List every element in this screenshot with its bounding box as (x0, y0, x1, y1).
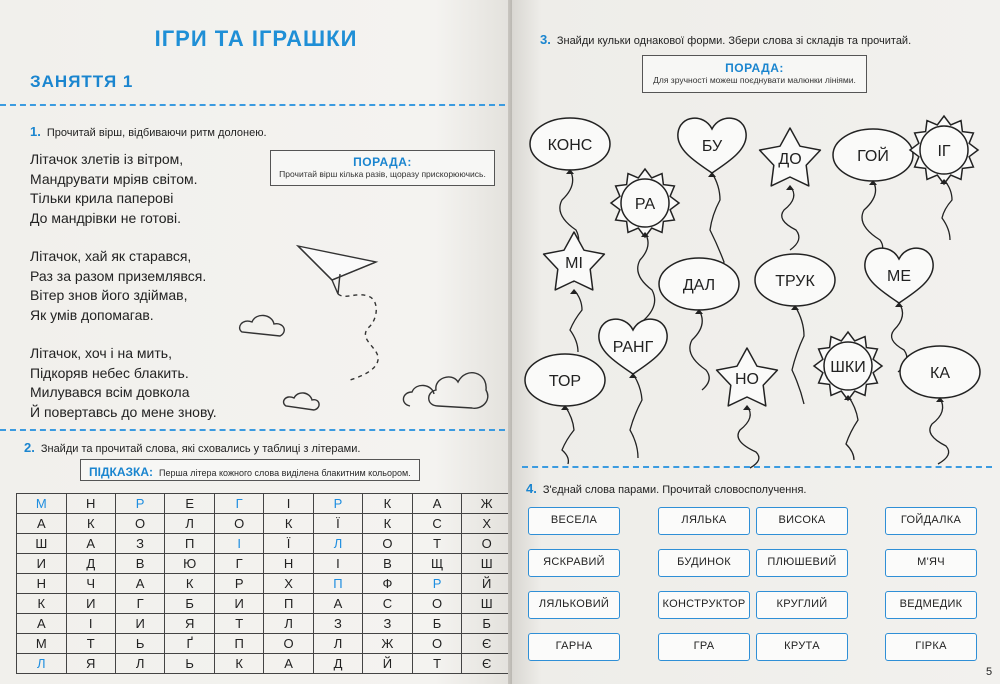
grid-cell: Є (462, 654, 512, 674)
grid-cell: К (363, 494, 413, 514)
balloon-syllable: ТРУК (775, 273, 815, 290)
poem-line: Як умів допомагав. (30, 306, 154, 323)
poem-line: Літачок, хай як старався, (30, 248, 192, 264)
poem-line: Раз за разом приземлявся. (30, 267, 207, 284)
page-number: 5 (986, 666, 993, 678)
balloon-oval[interactable] (833, 129, 913, 262)
grid-cell: Н (66, 494, 115, 514)
balloon-syllable: ШКИ (830, 359, 866, 376)
grid-cell: І (264, 494, 313, 514)
word-card[interactable]: ВИСОКА (756, 507, 848, 535)
grid-cell: И (17, 554, 67, 574)
poem-line: Милувався всім довкола (30, 384, 190, 400)
grid-cell: Х (462, 514, 512, 534)
grid-cell: Я (165, 614, 215, 634)
poem-line: Й повертавсь до мене знову. (30, 403, 217, 420)
word-card[interactable]: ПЛЮШЕВИЙ (756, 549, 848, 577)
task3-text: Знайди кульки однакової форми. Збери слова зі складів та прочитай. (556, 35, 912, 47)
grid-cell: М (17, 494, 67, 514)
balloon-syllable: ДО (778, 151, 802, 168)
word-card[interactable]: КРУТА (756, 633, 848, 661)
task2-text: Знайди та прочитай слова, які сховались у таблиці з літерами. (40, 443, 361, 455)
balloon-syllable: МІ (565, 255, 583, 272)
grid-row (17, 514, 512, 534)
grid-cell: А (264, 654, 313, 674)
grid-cell: Щ (412, 554, 462, 574)
word-card[interactable]: ВЕДМЕДИК (885, 591, 977, 619)
section-divider (0, 104, 505, 106)
balloon-sun[interactable] (910, 116, 978, 240)
balloon-star[interactable] (760, 128, 821, 250)
grid-cell: Ю (165, 554, 215, 574)
grid-cell: И (115, 614, 164, 634)
task3-number: 3. (540, 32, 551, 47)
grid-cell: С (363, 594, 413, 614)
grid-cell: Ш (17, 534, 67, 554)
grid-row (17, 574, 512, 594)
hint-title: ПІДКАЗКА: (89, 465, 154, 479)
balloon-syllable: МЕ (887, 268, 911, 285)
grid-cell: А (66, 534, 115, 554)
balloon-set (512, 0, 1000, 470)
grid-cell: Ч (66, 574, 115, 594)
grid-cell: И (215, 594, 264, 614)
grid-cell: І (215, 534, 264, 554)
task2-hint-box (80, 459, 420, 481)
balloon-star[interactable] (544, 232, 605, 352)
grid-cell: Т (66, 634, 115, 654)
poem-line: Підкоряв небес блакить. (30, 364, 189, 381)
balloon-heart[interactable] (599, 319, 667, 458)
balloon-syllable: НО (735, 371, 759, 388)
balloon-syllable: ДАЛ (682, 277, 716, 294)
grid-cell: І (66, 614, 115, 634)
grid-cell: П (215, 634, 264, 654)
grid-cell: Ш (462, 554, 512, 574)
chapter-title: ІГРИ ТА ІГРАШКИ (154, 26, 358, 51)
letter-grid (16, 493, 512, 674)
word-card[interactable]: ЯСКРАВИЙ (528, 549, 620, 577)
grid-cell: О (412, 594, 462, 614)
grid-cell: Л (313, 634, 362, 654)
grid-cell: Д (66, 554, 115, 574)
word-card[interactable]: КОНСТРУКТОР (658, 591, 750, 619)
balloon-syllable: КА (930, 365, 950, 382)
grid-cell: О (115, 514, 164, 534)
balloon-syllable: ТОР (548, 373, 582, 390)
grid-cell: О (412, 634, 462, 654)
word-card[interactable]: КРУГЛИЙ (756, 591, 848, 619)
grid-cell: Р (215, 574, 264, 594)
grid-row (17, 614, 512, 634)
grid-cell: Ш (462, 594, 512, 614)
word-card[interactable]: ВЕСЕЛА (528, 507, 620, 535)
grid-cell: А (115, 574, 164, 594)
grid-cell: Б (412, 614, 462, 634)
balloon-syllable: РА (634, 196, 656, 213)
grid-cell: Ь (115, 634, 164, 654)
task1-text: Прочитай вірш, відбиваючи ритм долонею. (46, 127, 267, 139)
task2-number: 2. (24, 440, 35, 455)
grid-cell: Г (215, 554, 264, 574)
grid-cell: Е (165, 494, 215, 514)
grid-cell: А (17, 514, 67, 534)
grid-row (17, 554, 512, 574)
balloon-oval[interactable] (900, 346, 980, 464)
grid-cell: Т (412, 654, 462, 674)
grid-cell: Н (17, 574, 67, 594)
grid-cell: Г (115, 594, 164, 614)
grid-cell: К (264, 514, 313, 534)
poem-stanza (30, 150, 270, 228)
word-card[interactable]: ЛЯЛЬКА (658, 507, 750, 535)
grid-cell: Н (264, 554, 313, 574)
grid-cell: Л (264, 614, 313, 634)
grid-row (17, 534, 512, 554)
grid-cell: Б (165, 594, 215, 614)
grid-cell: К (165, 574, 215, 594)
grid-cell: Х (264, 574, 313, 594)
section-divider-2 (0, 429, 505, 431)
task1-tip-box (270, 150, 495, 186)
lesson-title: ЗАНЯТТЯ 1 (30, 72, 134, 91)
word-card[interactable]: ГІРКА (885, 633, 977, 661)
grid-cell: К (17, 594, 67, 614)
grid-cell: Д (313, 654, 362, 674)
grid-row (17, 634, 512, 654)
grid-cell: В (115, 554, 164, 574)
grid-cell: О (363, 534, 413, 554)
grid-cell: Є (462, 634, 512, 654)
grid-cell: Л (165, 514, 215, 534)
grid-cell: К (215, 654, 264, 674)
grid-cell: О (462, 534, 512, 554)
poem-line: Вітер знов його здіймав, (30, 287, 188, 303)
grid-cell: А (17, 614, 67, 634)
grid-cell: А (313, 594, 362, 614)
grid-cell: Т (215, 614, 264, 634)
word-card[interactable]: БУДИНОК (658, 549, 750, 577)
tip-text: Для зручності можеш поєднувати малюнки лініями. (653, 75, 856, 85)
task1-heading (30, 124, 267, 139)
poem-line: Літачок злетів із вітром, (30, 151, 184, 167)
task1-number: 1. (30, 124, 41, 139)
tip-title: ПОРАДА: (353, 155, 412, 169)
grid-cell: Р (313, 494, 362, 514)
balloon-syllable: ІГ (937, 143, 951, 160)
grid-cell: Ь (165, 654, 215, 674)
poem-line: Мандрувати мріяв світом. (30, 170, 198, 187)
grid-cell: П (165, 534, 215, 554)
grid-cell: Ґ (165, 634, 215, 654)
grid-cell: Й (363, 654, 413, 674)
grid-cell: О (215, 514, 264, 534)
grid-cell: М (17, 634, 67, 654)
hint-text: Перша літера кожного слова виділена блакитним кольором. (159, 468, 411, 478)
grid-cell: Т (412, 534, 462, 554)
word-card[interactable]: ГРА (658, 633, 750, 661)
task4-heading (526, 481, 806, 496)
grid-cell: К (363, 514, 413, 534)
grid-cell: И (66, 594, 115, 614)
poem-line: До мандрівки не готові. (30, 209, 181, 226)
grid-cell: І (313, 554, 362, 574)
grid-cell: Ж (462, 494, 512, 514)
balloon-syllable: КОНС (547, 137, 593, 154)
grid-cell: З (313, 614, 362, 634)
balloon-star[interactable] (717, 348, 778, 468)
grid-cell: Ї (313, 514, 362, 534)
grid-cell: П (264, 594, 313, 614)
grid-cell: Г (215, 494, 264, 514)
grid-cell: Р (115, 494, 164, 514)
poem-line: Тільки крила паперові (30, 190, 174, 206)
tip-title: ПОРАДА: (725, 61, 784, 75)
grid-cell: Л (313, 534, 362, 554)
task4-text: З'єднай слова парами. Прочитай словосполучення. (542, 484, 807, 496)
grid-cell: З (115, 534, 164, 554)
task4-number: 4. (526, 481, 537, 496)
balloon-syllable: РАНГ (612, 339, 654, 356)
paper-plane-illustration (230, 230, 490, 430)
tip-text: Прочитай вірш кілька разів, щоразу прискорюючись. (279, 169, 486, 179)
grid-cell: А (412, 494, 462, 514)
grid-cell: Я (66, 654, 115, 674)
grid-cell: К (66, 514, 115, 534)
balloon-oval[interactable] (525, 354, 605, 464)
grid-cell: Й (462, 574, 512, 594)
grid-cell: Ж (363, 634, 413, 654)
grid-cell: Л (115, 654, 164, 674)
grid-cell: Л (17, 654, 67, 674)
grid-cell: Ї (264, 534, 313, 554)
balloon-sun[interactable] (814, 332, 882, 460)
word-card[interactable]: ЛЯЛЬКОВИЙ (528, 591, 620, 619)
grid-row (17, 654, 512, 674)
balloon-syllable: ГОЙ (857, 148, 889, 165)
grid-cell: Р (412, 574, 462, 594)
word-card[interactable]: М'ЯЧ (885, 549, 977, 577)
poem-line: Літачок, хоч і на мить, (30, 345, 172, 361)
grid-row (17, 494, 512, 514)
balloon-syllable: БУ (701, 138, 723, 155)
grid-row (17, 594, 512, 614)
grid-cell: З (363, 614, 413, 634)
grid-cell: С (412, 514, 462, 534)
word-card[interactable]: ГОЙДАЛКА (885, 507, 977, 535)
task2-heading (24, 440, 360, 455)
grid-cell: О (264, 634, 313, 654)
grid-cell: Ф (363, 574, 413, 594)
grid-cell: Б (462, 614, 512, 634)
grid-cell: В (363, 554, 413, 574)
grid-cell: П (313, 574, 362, 594)
word-card[interactable]: ГАРНА (528, 633, 620, 661)
